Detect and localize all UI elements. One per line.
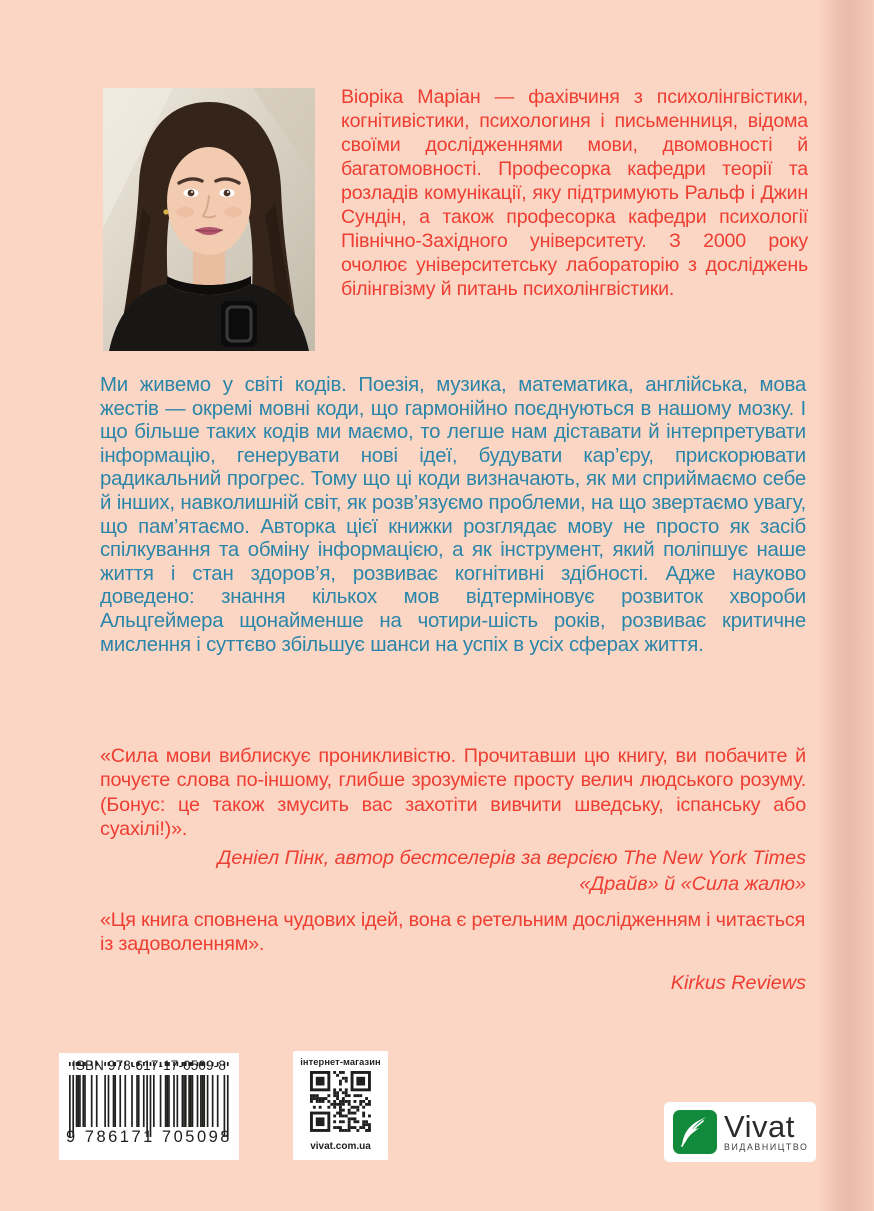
review-quote-kirkus: «Ця книга сповнена чудових ідей, вона є ретельним дослідженням і читається із задоволенням». [100, 909, 806, 956]
attribution-line-2: «Драйв» й «Сила жалю» [579, 873, 806, 895]
author-bio-text: Віоріка Маріан — фахівчиня з психолінгвістики, когнітивістики, психологиня і письменниця, відома своїми дослідженнями мови, двомовності й багатомовності. Професорка кафедри теорії та розладів комунікації, яку підтримують Ральф і Джин Сундін, а також професорка кафедри психології Північно-Західного університету. З 2000 року очолює університетську лабораторію з досліджень білінгвізму й питань психолінгвістики. [341, 86, 808, 300]
isbn-digits: 9 786171 705098 [66, 1128, 232, 1146]
author-photo [103, 88, 315, 351]
quill-icon [673, 1110, 717, 1154]
review-attribution-pink [100, 845, 806, 897]
isbn-label: ISBN 978-617-17-0509-8 [71, 1058, 227, 1073]
isbn-barcode-panel [59, 1053, 239, 1160]
review-quote-pink: «Сила мови виблискує проникливістю. Прочитавши цю книгу, ви побачите й почуєте слова по-іншому, глибше зрозумієте просту велич людського розуму. (Бонус: це також змусить вас захотіти вивчити шведську, іспанську або суахілі!)». [100, 745, 806, 841]
attribution-line-1: Деніел Пінк, автор бестселерів за версією The New York Times [217, 847, 806, 869]
barcode-top-strip [69, 1053, 229, 1057]
page-edge-shadow [818, 0, 874, 1211]
publisher-wordmark: Vivat [724, 1108, 795, 1144]
book-description-text: Ми живемо у світі кодів. Поезія, музика, математика, англійська, мова жестів — окремі мовні коди, що гармонійно поєднуються в нашому мозку. І що більше таких кодів ми маємо, то легше нам діставати й інтерпретувати інформацію, генерувати нові ідеї, будувати кар’єру, прискорювати радикальний прогрес. Тому що ці коди визначають, як ми сприймаємо себе й інших, навколишній світ, як розв’язуємо проблеми, на що звертаємо увагу, що пам’ятаємо. Авторка цієї книжки розглядає мову не просто як засіб спілкування та обміну інформацією, а як інструмент, який поліпшує наше життя і стан здоров’я, розвиває когнітивні здібності. Адже науково доведено: знання кількох мов відтерміновує розвиток хвороби Альцгеймера щонайменше на чотири-шість років, розвиває критичне мислення і суттєво збільшує шанси на успіх в усіх сферах життя. [100, 374, 806, 656]
qr-top-label: інтернет-магазин [300, 1057, 381, 1067]
portrait-illustration [103, 88, 315, 351]
publisher-subtitle: ВИДАВНИЦТВО [724, 1141, 809, 1152]
qr-url-label: vivat.com.ua [310, 1140, 371, 1152]
publisher-logo [664, 1102, 816, 1162]
review-attribution-kirkus: Kirkus Reviews [670, 972, 806, 994]
qr-code [310, 1071, 371, 1137]
qr-code-panel [293, 1051, 388, 1160]
